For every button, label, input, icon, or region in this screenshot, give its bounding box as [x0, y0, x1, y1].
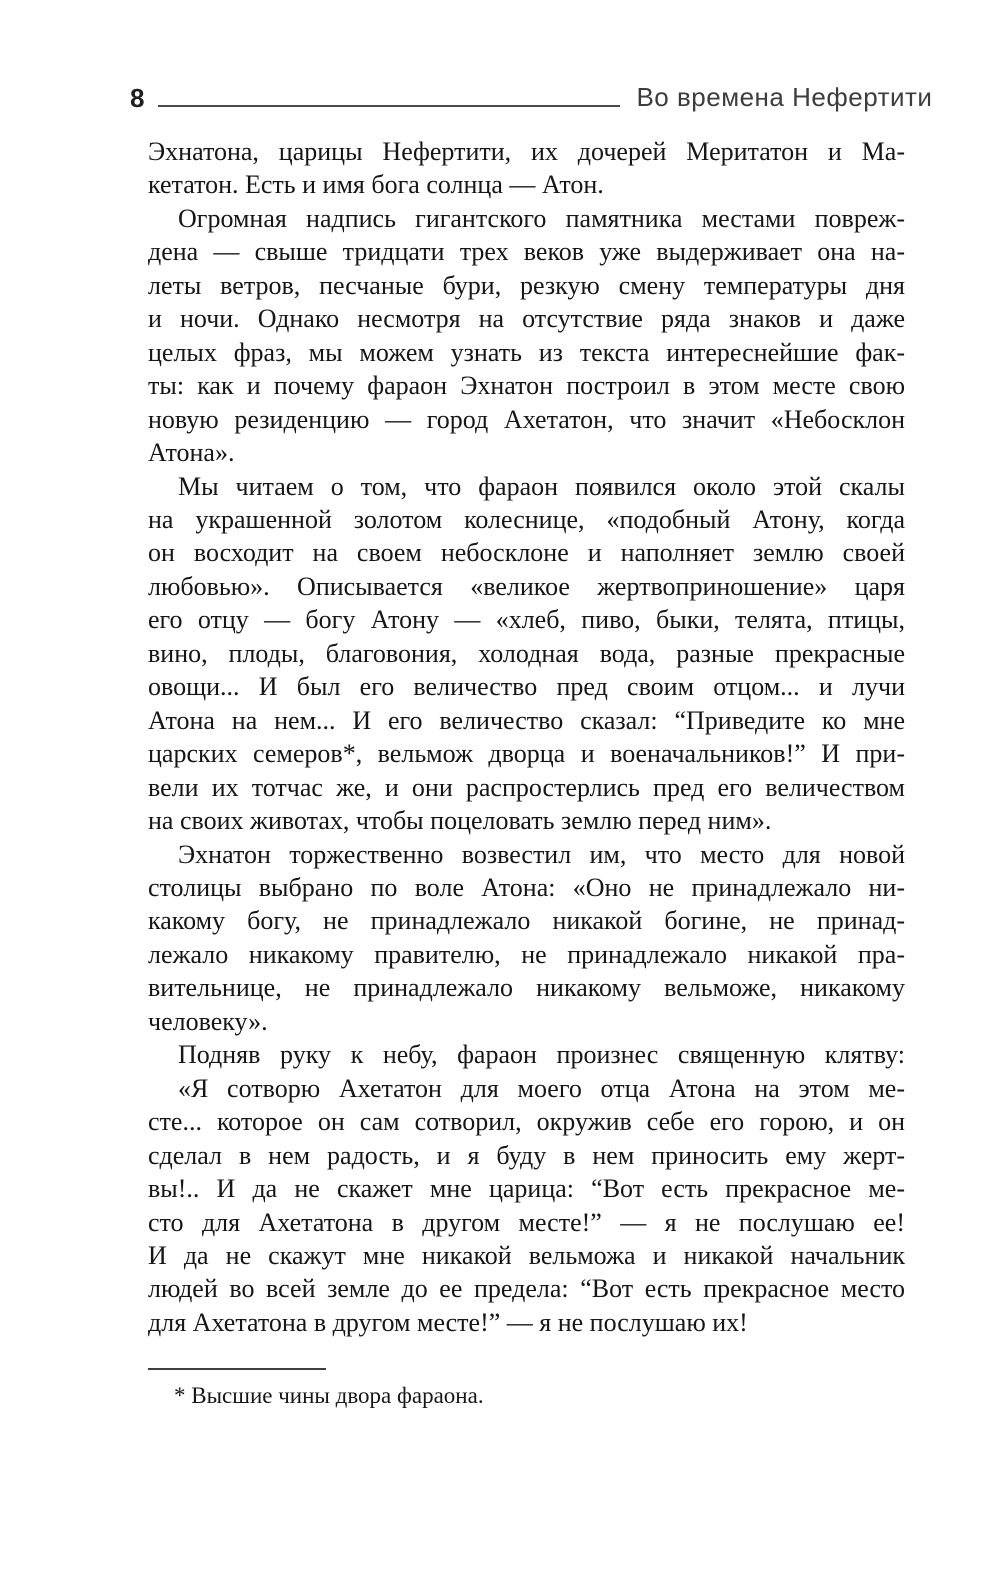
text-line: Подняв руку к небу, фараон произнес священную клятву:: [178, 1040, 905, 1070]
text-line: на своих животах, чтобы поцеловать землю перед ним».: [148, 806, 772, 836]
text-line: вительнице, не принадлежало никакому вельможе, никакому: [148, 973, 905, 1003]
text-line: вы!.. И да не скажет мне царица: “Вот есть прекрасное ме-: [148, 1174, 905, 1204]
text-line: Атона».: [148, 438, 235, 468]
footnote-area: [148, 1368, 905, 1410]
body-text: [148, 135, 905, 1339]
text-line: лежало никакому правителю, не принадлежало никакой пра-: [148, 939, 905, 969]
text-line: новую резиденцию — город Ахетатон, что значит «Небосклон: [148, 404, 905, 434]
paragraph: [148, 1038, 905, 1071]
footnote-text: * Высшие чины двора фараона.: [174, 1383, 484, 1408]
paragraph: [148, 135, 905, 202]
text-line: сделал в нем радость, и я буду в нем приносить ему жерт-: [148, 1140, 905, 1170]
text-line: Эхнатона, царицы Нефертити, их дочерей Меритатон и Ма-: [148, 137, 905, 166]
text-line: для Ахетатона в другом месте!” — я не послушаю их!: [148, 1307, 748, 1337]
text-line: И да не скажут мне никакой вельможа и никакой начальник: [148, 1240, 905, 1270]
page-header: [130, 82, 933, 113]
text-line: он восходит на своем небосклоне и наполняет землю своей: [148, 538, 905, 568]
footnote-rule: [148, 1368, 326, 1370]
text-line: «Я сотворю Ахетатон для моего отца Атона на этом ме-: [178, 1073, 905, 1103]
text-line: какому богу, не принадлежало никакой богине, не принад-: [148, 906, 905, 936]
paragraph: [148, 202, 905, 470]
paragraph: [148, 470, 905, 838]
text-line: овощи... И был его величество пред своим отцом... и лучи: [148, 672, 905, 702]
text-line: на украшенной золотом колеснице, «подобный Атону, когда: [148, 504, 905, 534]
text-line: Огромная надпись гигантского памятника местами повреж-: [178, 203, 905, 233]
page-number: 8: [130, 83, 145, 113]
text-line: целых фраз, мы можем узнать из текста интереснейшие фак-: [148, 337, 905, 367]
text-line: людей во всей земле до ее предела: “Вот есть прекрасное место: [148, 1274, 905, 1304]
text-line: Мы читаем о том, что фараон появился около этой скалы: [178, 471, 905, 501]
header-rule: [158, 105, 620, 107]
paragraph: [148, 838, 905, 1039]
text-line: столицы выбрано по воле Атона: «Оно не принадлежало ни-: [148, 872, 905, 902]
text-line: Эхнатон торжественно возвестил им, что место для новой: [178, 839, 905, 869]
text-line: дена — свыше тридцати трех веков уже выдерживает она на-: [148, 237, 905, 267]
text-line: человеку».: [148, 1006, 268, 1036]
text-line: леты ветров, песчаные бури, резкую смену температуры дня: [148, 270, 905, 300]
text-line: вели их тотчас же, и они распростерлись пред его величеством: [148, 772, 905, 802]
paragraph: [148, 1072, 905, 1340]
text-line: царских семеров*, вельмож дворца и военачальников!” И при-: [148, 739, 905, 769]
text-line: сте... которое он сам сотворил, окружив себе его горою, и он: [148, 1107, 905, 1137]
text-line: вино, плоды, благовония, холодная вода, разные прекрасные: [148, 638, 905, 668]
text-line: кетатон. Есть и имя бога солнца — Атон.: [148, 170, 604, 200]
text-line: его отцу — богу Атону — «хлеб, пиво, быки, телята, птицы,: [148, 605, 905, 635]
text-line: любовью». Описывается «великое жертвоприношение» царя: [148, 571, 905, 601]
text-line: ты: как и почему фараон Эхнатон построил в этом месте свою: [148, 371, 905, 401]
text-line: Атона на нем... И его величество сказал: “Приведите ко мне: [148, 705, 905, 735]
text-line: и ночи. Однако несмотря на отсутствие ряда знаков и даже: [148, 304, 905, 334]
text-line: сто для Ахетатона в другом месте!” — я не послушаю ее!: [148, 1207, 905, 1237]
running-title: Во времена Нефертити: [636, 82, 933, 112]
